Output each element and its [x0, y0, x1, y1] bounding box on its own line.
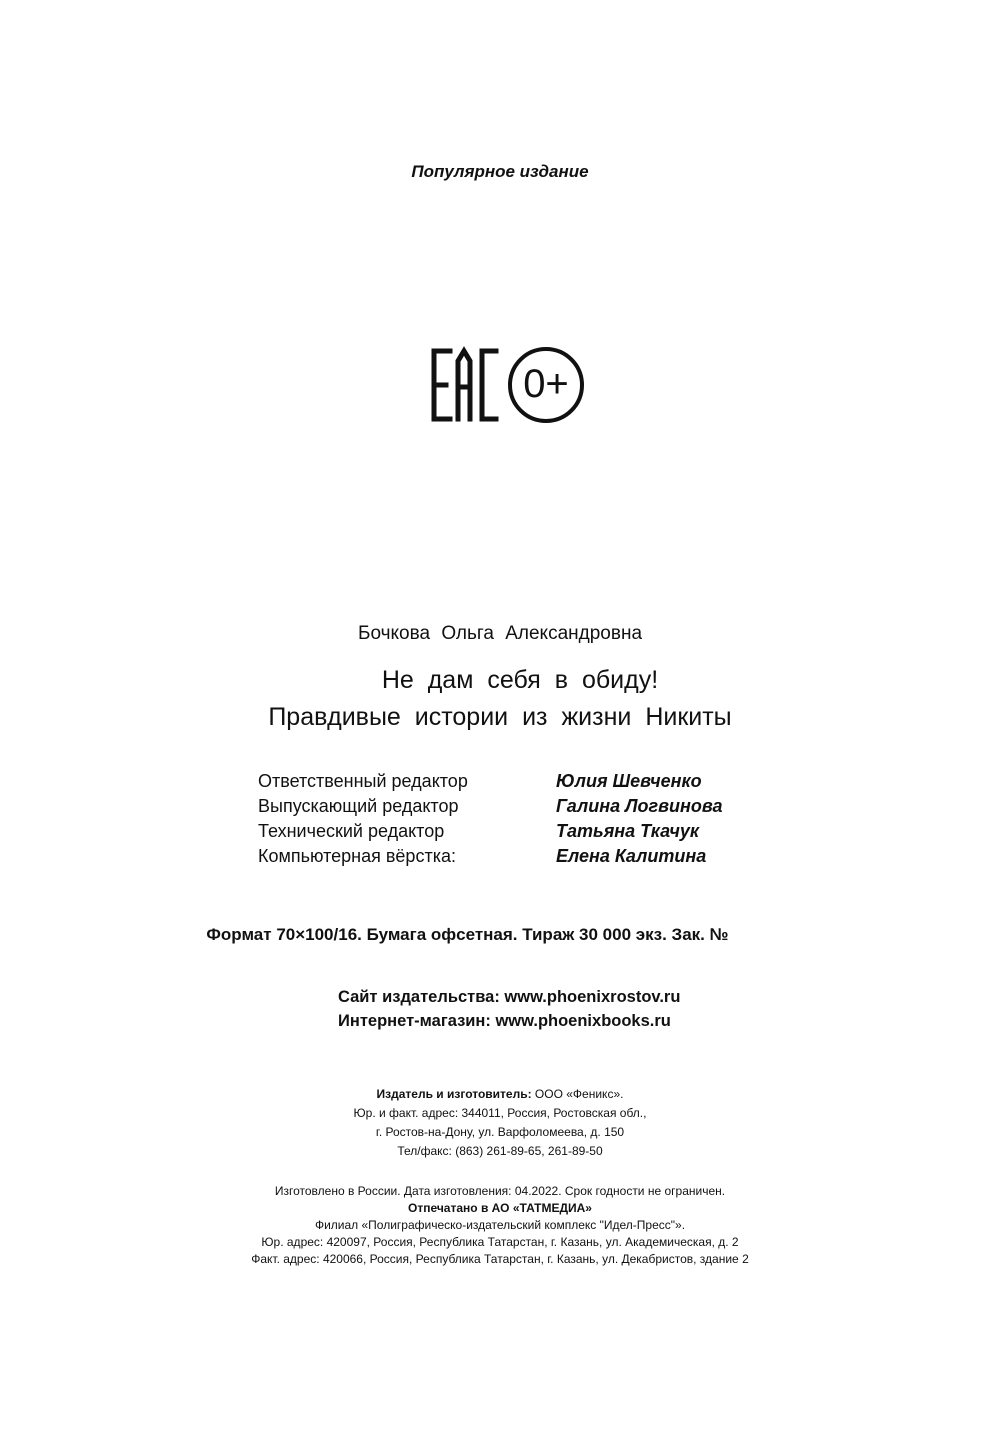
credits-list: [258, 769, 758, 869]
publisher-address-1: Юр. и факт. адрес: 344011, Россия, Ростовская обл.,: [353, 1106, 647, 1120]
publisher-info: [0, 1085, 1000, 1161]
format-line: Формат 70×100/16. Бумага офсетная. Тираж 30 000 экз. Зак. №: [206, 925, 729, 944]
credit-row: [258, 819, 758, 844]
author-name: Бочкова Ольга Александровна: [357, 623, 643, 644]
publisher-site-line: Сайт издательства: www.phoenixrostov.ru: [338, 988, 681, 1006]
edition-type: Популярное издание: [411, 162, 589, 181]
credit-row: [258, 844, 758, 869]
publisher-phone: Тел/факс: (863) 261-89-65, 261-89-50: [397, 1144, 603, 1158]
credit-row: [258, 794, 758, 819]
credit-name: Галина Логвинова: [556, 796, 723, 816]
credit-role: Выпускающий редактор: [258, 796, 459, 816]
credit-name: Юлия Шевченко: [556, 771, 702, 791]
publisher-line: [0, 1085, 1000, 1104]
age-rating-label: 0+: [523, 362, 569, 406]
publisher-websites: [338, 985, 680, 1033]
publisher-address-2: г. Ростов-на-Дону, ул. Варфоломеева, д. 150: [375, 1125, 625, 1139]
credit-name: Елена Калитина: [556, 846, 707, 866]
made-in-line: Изготовлено в России. Дата изготовления: 04.2022. Срок годности не ограничен.: [274, 1184, 726, 1198]
credit-role: Технический редактор: [258, 821, 445, 841]
online-shop-line: Интернет-магазин: www.phoenixbooks.ru: [338, 1012, 671, 1030]
actual-address-line: Факт. адрес: 420066, Россия, Республика Татарстан, г. Казань, ул. Декабристов, здание 2: [251, 1252, 749, 1266]
credit-row: [258, 769, 758, 794]
credit-name: Татьяна Ткачук: [556, 821, 700, 841]
book-title-line1: Не дам себя в обиду!: [381, 666, 659, 694]
credit-role: Ответственный редактор: [258, 771, 468, 791]
printed-at-line: Отпечатано в АО «ТАТМЕДИА»: [408, 1201, 592, 1215]
book-title-line2: Правдивые истории из жизни Никиты: [268, 703, 732, 731]
credit-role: Компьютерная вёрстка:: [258, 846, 456, 866]
legal-address-line: Юр. адрес: 420097, Россия, Республика Татарстан, г. Казань, ул. Академическая, д. 2: [261, 1235, 739, 1249]
certification-marks: [428, 345, 598, 425]
branch-line: Филиал «Полиграфическо-издательский комплекс "Идел-Пресс"».: [314, 1218, 686, 1232]
publisher-label: Издатель и изготовитель:: [376, 1087, 532, 1101]
publisher-name: ООО «Феникс».: [534, 1087, 624, 1101]
printing-info: [0, 1183, 1000, 1268]
